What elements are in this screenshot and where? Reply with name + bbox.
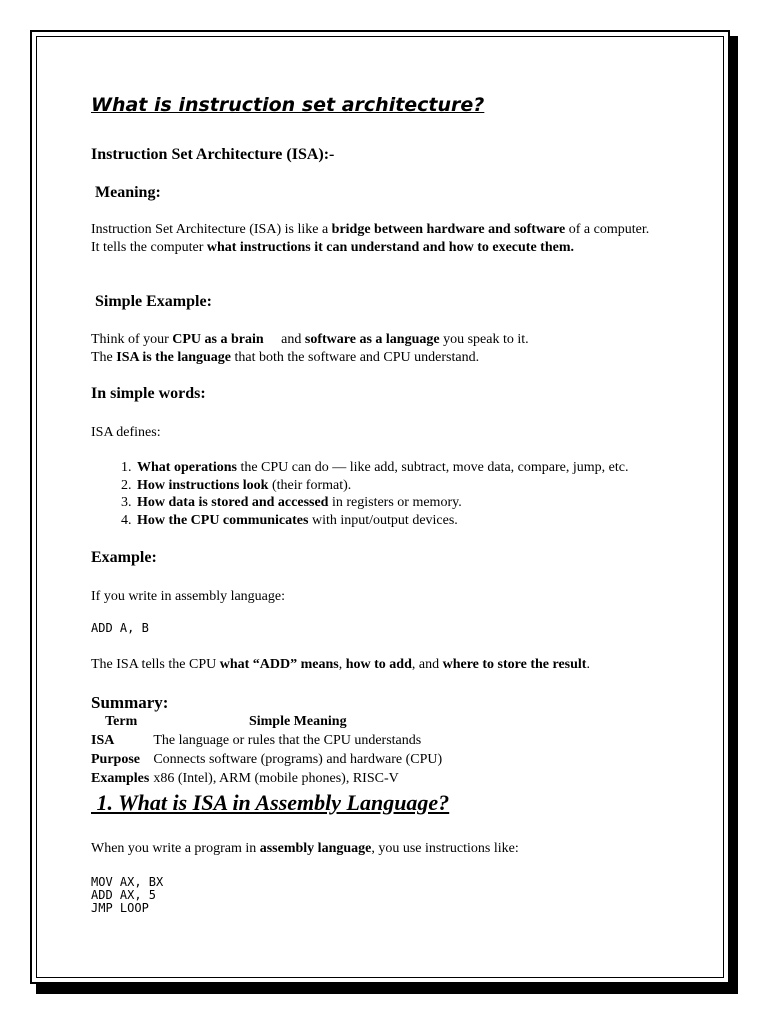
assembly-intro	[91, 840, 651, 858]
example-heading: Example:	[91, 549, 157, 566]
list-item-bold: What operations	[137, 460, 237, 475]
ex-bold-2: how to add	[345, 657, 412, 672]
assembly-section-title: 1. What is ISA in Assembly Language?	[91, 790, 450, 815]
se-text-1: Think of your	[91, 332, 173, 347]
code-line: JMP LOOP	[91, 901, 149, 915]
meaning-bold-2: what instructions it can understand and how to execute them.	[206, 240, 574, 255]
table-cell-term: Purpose	[91, 752, 140, 767]
simple-example-heading: Simple Example:	[91, 293, 212, 310]
table-cell-meaning: Connects software (programs) and hardware (CPU)	[153, 752, 443, 767]
summary-heading: Summary:	[91, 693, 169, 712]
column-header-term: Term	[105, 714, 138, 729]
meaning-text-2: of a computer. It tells the computer	[91, 222, 650, 255]
ex-bold-3: where to store the result	[442, 657, 587, 672]
table-cell-term: Examples	[91, 771, 150, 786]
ex-bold-1: what “ADD” means	[219, 657, 339, 672]
se2-bold-1: ISA is the language	[116, 350, 232, 365]
meaning-bold-1: bridge between hardware and software	[331, 222, 566, 237]
simple-example-line-1	[91, 331, 651, 349]
table-cell-term: ISA	[91, 733, 115, 748]
list-item-text: with input/output devices.	[308, 512, 458, 528]
asm-bold-1: assembly language	[259, 841, 372, 856]
se2-text-1: The	[91, 350, 117, 365]
ex-text-3: , and	[411, 657, 443, 672]
list-item-bold: How the CPU communicates	[137, 512, 309, 528]
table-row	[91, 750, 444, 769]
simple-words-heading: In simple words:	[91, 385, 206, 402]
list-item-bold: How instructions look	[137, 477, 269, 493]
example-explanation	[91, 656, 651, 674]
table-cell-meaning: x86 (Intel), ARM (mobile phones), RISC-V	[153, 771, 399, 786]
list-item-bold: How data is stored and accessed	[137, 495, 329, 510]
list-item-text: in registers or memory.	[328, 495, 462, 510]
ex-text-2: ,	[338, 657, 346, 672]
meaning-text-1: Instruction Set Architecture (ISA) is like a	[91, 222, 332, 237]
example-code: ADD A, B	[91, 621, 149, 635]
se-bold-2: software as a language	[304, 332, 440, 347]
ex-text-1: The ISA tells the CPU	[91, 657, 220, 672]
isa-subtitle: Instruction Set Architecture (ISA):-	[91, 146, 335, 163]
se-text-2: and	[263, 332, 305, 347]
table-row	[91, 769, 444, 788]
table-cell-meaning: The language or rules that the CPU understands	[153, 733, 422, 748]
se2-text-2: that both the software and CPU understand.	[231, 350, 480, 365]
ex-text-4: .	[586, 657, 590, 672]
example-intro: If you write in assembly language:	[91, 589, 286, 604]
table-header-row	[91, 712, 444, 731]
isa-defines-text: ISA defines:	[91, 425, 161, 440]
isa-definition-list	[113, 459, 628, 529]
list-item-text: the CPU can do — like add, subtract, move data, compare, jump, etc.	[236, 460, 629, 475]
asm-text-1: When you write a program in	[91, 841, 260, 856]
list-item-text: (their format).	[268, 477, 352, 493]
list-item	[135, 512, 628, 530]
meaning-heading: Meaning:	[91, 184, 161, 201]
meaning-paragraph	[91, 221, 651, 257]
code-line: ADD AX, 5	[91, 888, 157, 902]
asm-text-2: , you use instructions like:	[371, 841, 519, 856]
se-text-3: you speak to it.	[439, 332, 529, 347]
list-item	[135, 459, 628, 477]
code-line: MOV AX, BX	[91, 875, 164, 889]
list-item	[135, 494, 628, 512]
document-title: What is instruction set architecture?	[91, 94, 485, 116]
column-header-meaning: Simple Meaning	[248, 714, 347, 729]
summary-table	[91, 712, 444, 788]
simple-example-line-2	[91, 349, 651, 367]
list-item	[135, 477, 628, 495]
table-row	[91, 731, 444, 750]
se-bold-1: CPU as a brain	[172, 332, 264, 347]
assembly-code-block	[91, 876, 163, 915]
